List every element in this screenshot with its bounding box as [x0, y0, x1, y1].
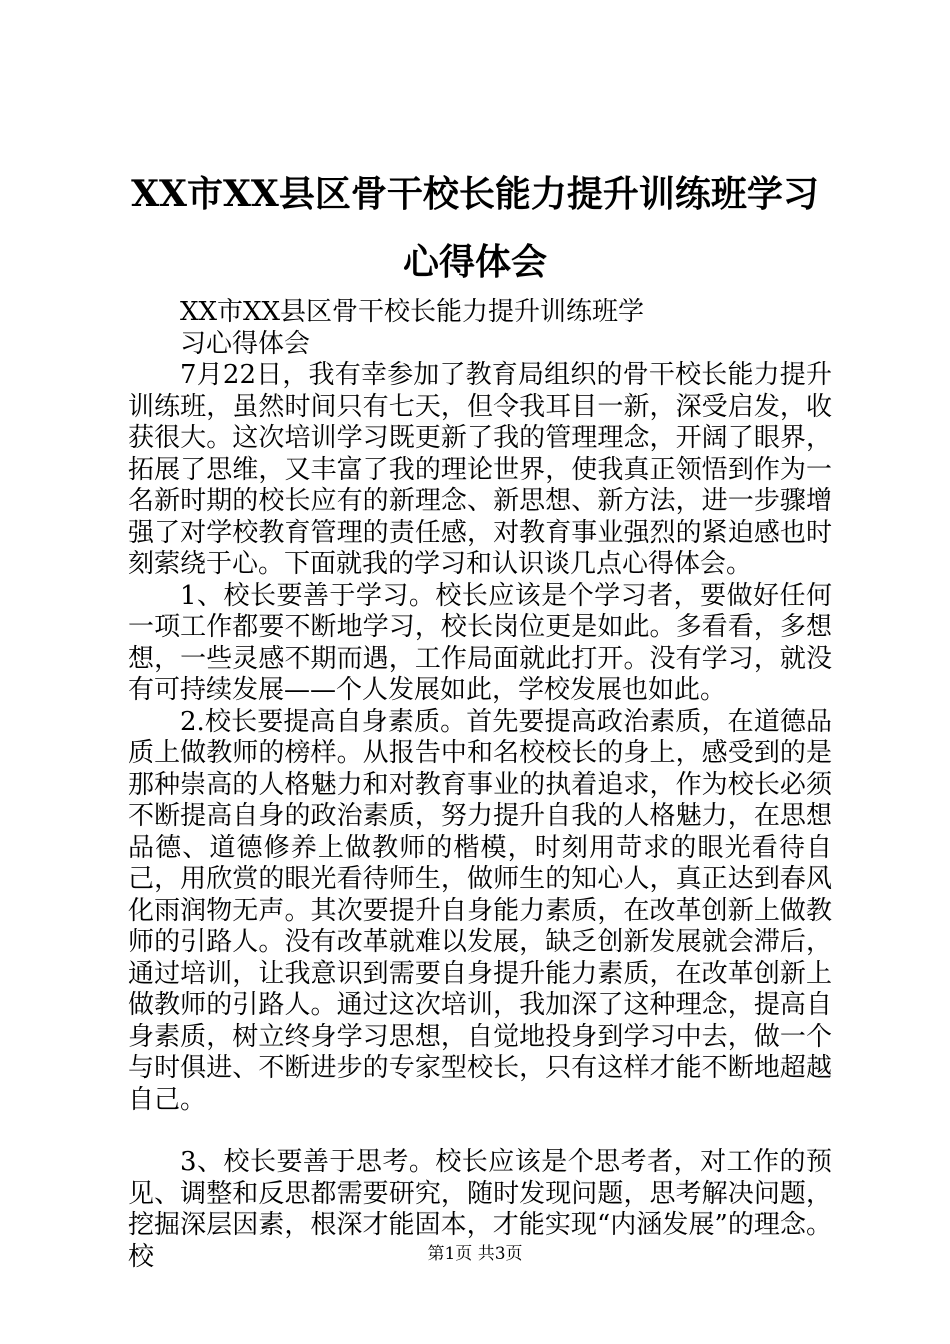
paragraph-point-3: 3、校长要善于思考。校长应该是个思考者，对工作的预见、调整和反思都需要研究，随时发现问题，思考解决问题，挖掘深层因素，根深才能固本，才能实现“内涵发展”的理念。校 [128, 1147, 832, 1272]
document-title: XX市XX县区骨干校长能力提升训练班学习心得体会 [131, 173, 819, 283]
paragraph-spacer [128, 1116, 832, 1147]
paragraph-intro: 7月22日，我有幸参加了教育局组织的骨干校长能力提升训练班，虽然时间只有七天，但令我耳目一新，深受启发，收获很大。这次培训学习既更新了我的管理理念，开阔了眼界，拓展了思维，又丰富了我的理论世界，使我真正领悟到作为一名新时期的校长应有的新理念、新思想、新方法，进一步骤增强了对学校教育管理的责任感，对教育事业强烈的紧迫感也时刻萦绕于心。下面就我的学习和认识谈几点心得体会。 [128, 360, 832, 579]
page-number: 第1页 共3页 [427, 1244, 523, 1264]
document-subtitle: XX市XX县区骨干校长能力提升训练班学习心得体会 [180, 297, 645, 359]
paragraph-point-2: 2.校长要提高自身素质。首先要提高政治素质，在道德品质上做教师的榜样。从报告中和名校校长的身上，感受到的是那种崇高的人格魅力和对教育事业的执着追求，作为校长必须不断提高自身的政治素质，努力提升自我的人格魅力，在思想品德、道德修养上做教师的楷模，时刻用苛求的眼光看待自己，用欣赏的眼光看待师生，做师生的知心人，真正达到春风化雨润物无声。其次要提升自身能力素质，在改革创新上做教师的引路人。没有改革就难以发展，缺乏创新发展就会滞后，通过培训，让我意识到需要自身提升能力素质，在改革创新上做教师的引路人。通过这次培训，我加深了这种理念，提高自身素质，树立终身学习思想，自觉地投身到学习中去，做一个与时俱进、不断进步的专家型校长，只有这样才能不断地超越自己。 [128, 706, 832, 1115]
document-body [128, 297, 832, 1273]
paragraph-point-1: 1、校长要善于学习。校长应该是个学习者，要做好任何一项工作都要不断地学习，校长岗位更是如此。多看看，多想想，一些灵感不期而遇，工作局面就此打开。没有学习，就没有可持续发展——个人发展如此，学校发展也如此。 [128, 580, 832, 705]
